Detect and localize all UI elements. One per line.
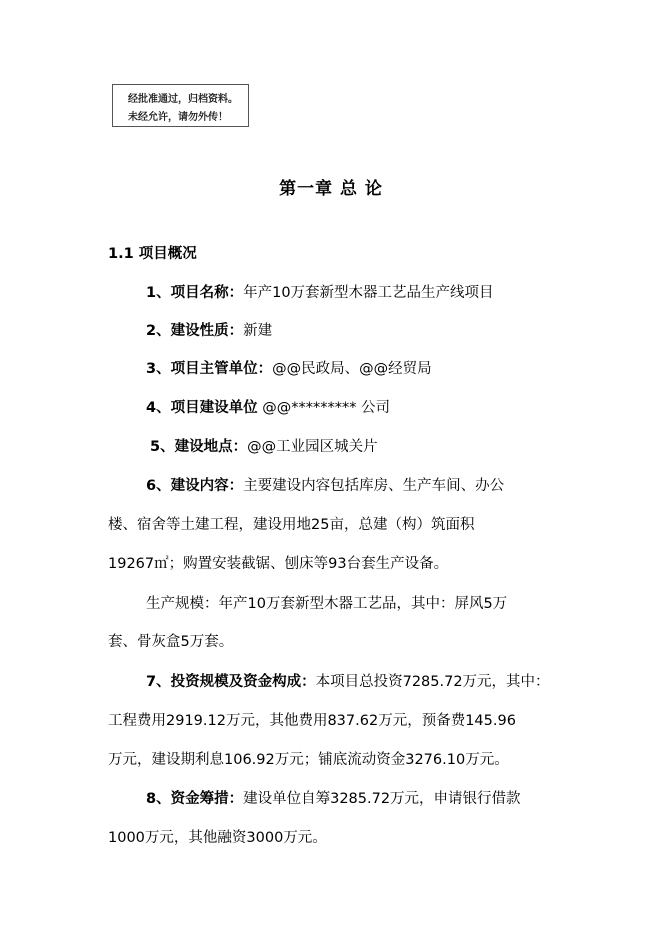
approval-stamp-box bbox=[112, 84, 249, 127]
item-value: 主要建设内容包括库房、生产车间、办公 bbox=[243, 478, 505, 494]
production-scale-line: 生产规模：年产10万套新型木器工艺品，其中：屏风5万 bbox=[146, 596, 508, 612]
paragraph-line: 19267㎡；购置安装截锯、刨床等93台套生产设备。 bbox=[108, 556, 449, 572]
item-construction-type bbox=[146, 321, 272, 341]
chapter-title: 第一章 总 论 bbox=[279, 179, 383, 199]
paragraph-line: 楼、宿舍等土建工程，建设用地25亩，总建（构）筑面积 bbox=[108, 517, 475, 533]
item-financing bbox=[146, 789, 521, 809]
item-investment bbox=[146, 672, 550, 692]
item-construction-unit bbox=[146, 398, 390, 418]
paragraph-line: 套、骨灰盒5万套。 bbox=[108, 634, 234, 650]
item-label: 8、资金筹措： bbox=[146, 791, 244, 807]
item-value: 本项目总投资7285.72万元，其中： bbox=[315, 674, 550, 690]
item-location bbox=[150, 437, 378, 457]
item-value: 建设单位自筹3285.72万元，申请银行借款 bbox=[243, 791, 521, 807]
item-value: @@********* 公司 bbox=[257, 400, 391, 416]
item-value: 新建 bbox=[243, 323, 273, 339]
item-label: 2、建设性质： bbox=[146, 323, 244, 339]
item-project-name bbox=[146, 283, 494, 303]
item-value: @@工业园区城关片 bbox=[247, 439, 378, 455]
paragraph-line: 万元，建设期利息106.92万元；铺底流动资金3276.10万元。 bbox=[108, 752, 509, 768]
item-label: 7、投资规模及资金构成： bbox=[146, 674, 316, 690]
paragraph-line: 1000万元，其他融资3000万元。 bbox=[108, 830, 327, 846]
item-construction-content bbox=[146, 476, 504, 496]
item-supervising-unit bbox=[146, 359, 432, 379]
stamp-line-2: 未经允许，请勿外传！ bbox=[128, 112, 228, 123]
item-value: 年产10万套新型木器工艺品生产线项目 bbox=[243, 285, 494, 301]
item-label: 4、项目建设单位 bbox=[146, 400, 258, 416]
section-heading: 1.1 项目概况 bbox=[108, 246, 197, 262]
item-label: 6、建设内容： bbox=[146, 478, 244, 494]
item-label: 1、项目名称： bbox=[146, 285, 244, 301]
item-label: 5、建设地点： bbox=[150, 439, 248, 455]
item-value: @@民政局、@@经贸局 bbox=[272, 361, 432, 377]
paragraph-line: 工程费用2919.12万元，其他费用837.62万元，预备费145.96 bbox=[108, 713, 516, 729]
stamp-line-1: 经批准通过，归档资料。 bbox=[128, 94, 238, 105]
item-label: 3、项目主管单位： bbox=[146, 361, 273, 377]
